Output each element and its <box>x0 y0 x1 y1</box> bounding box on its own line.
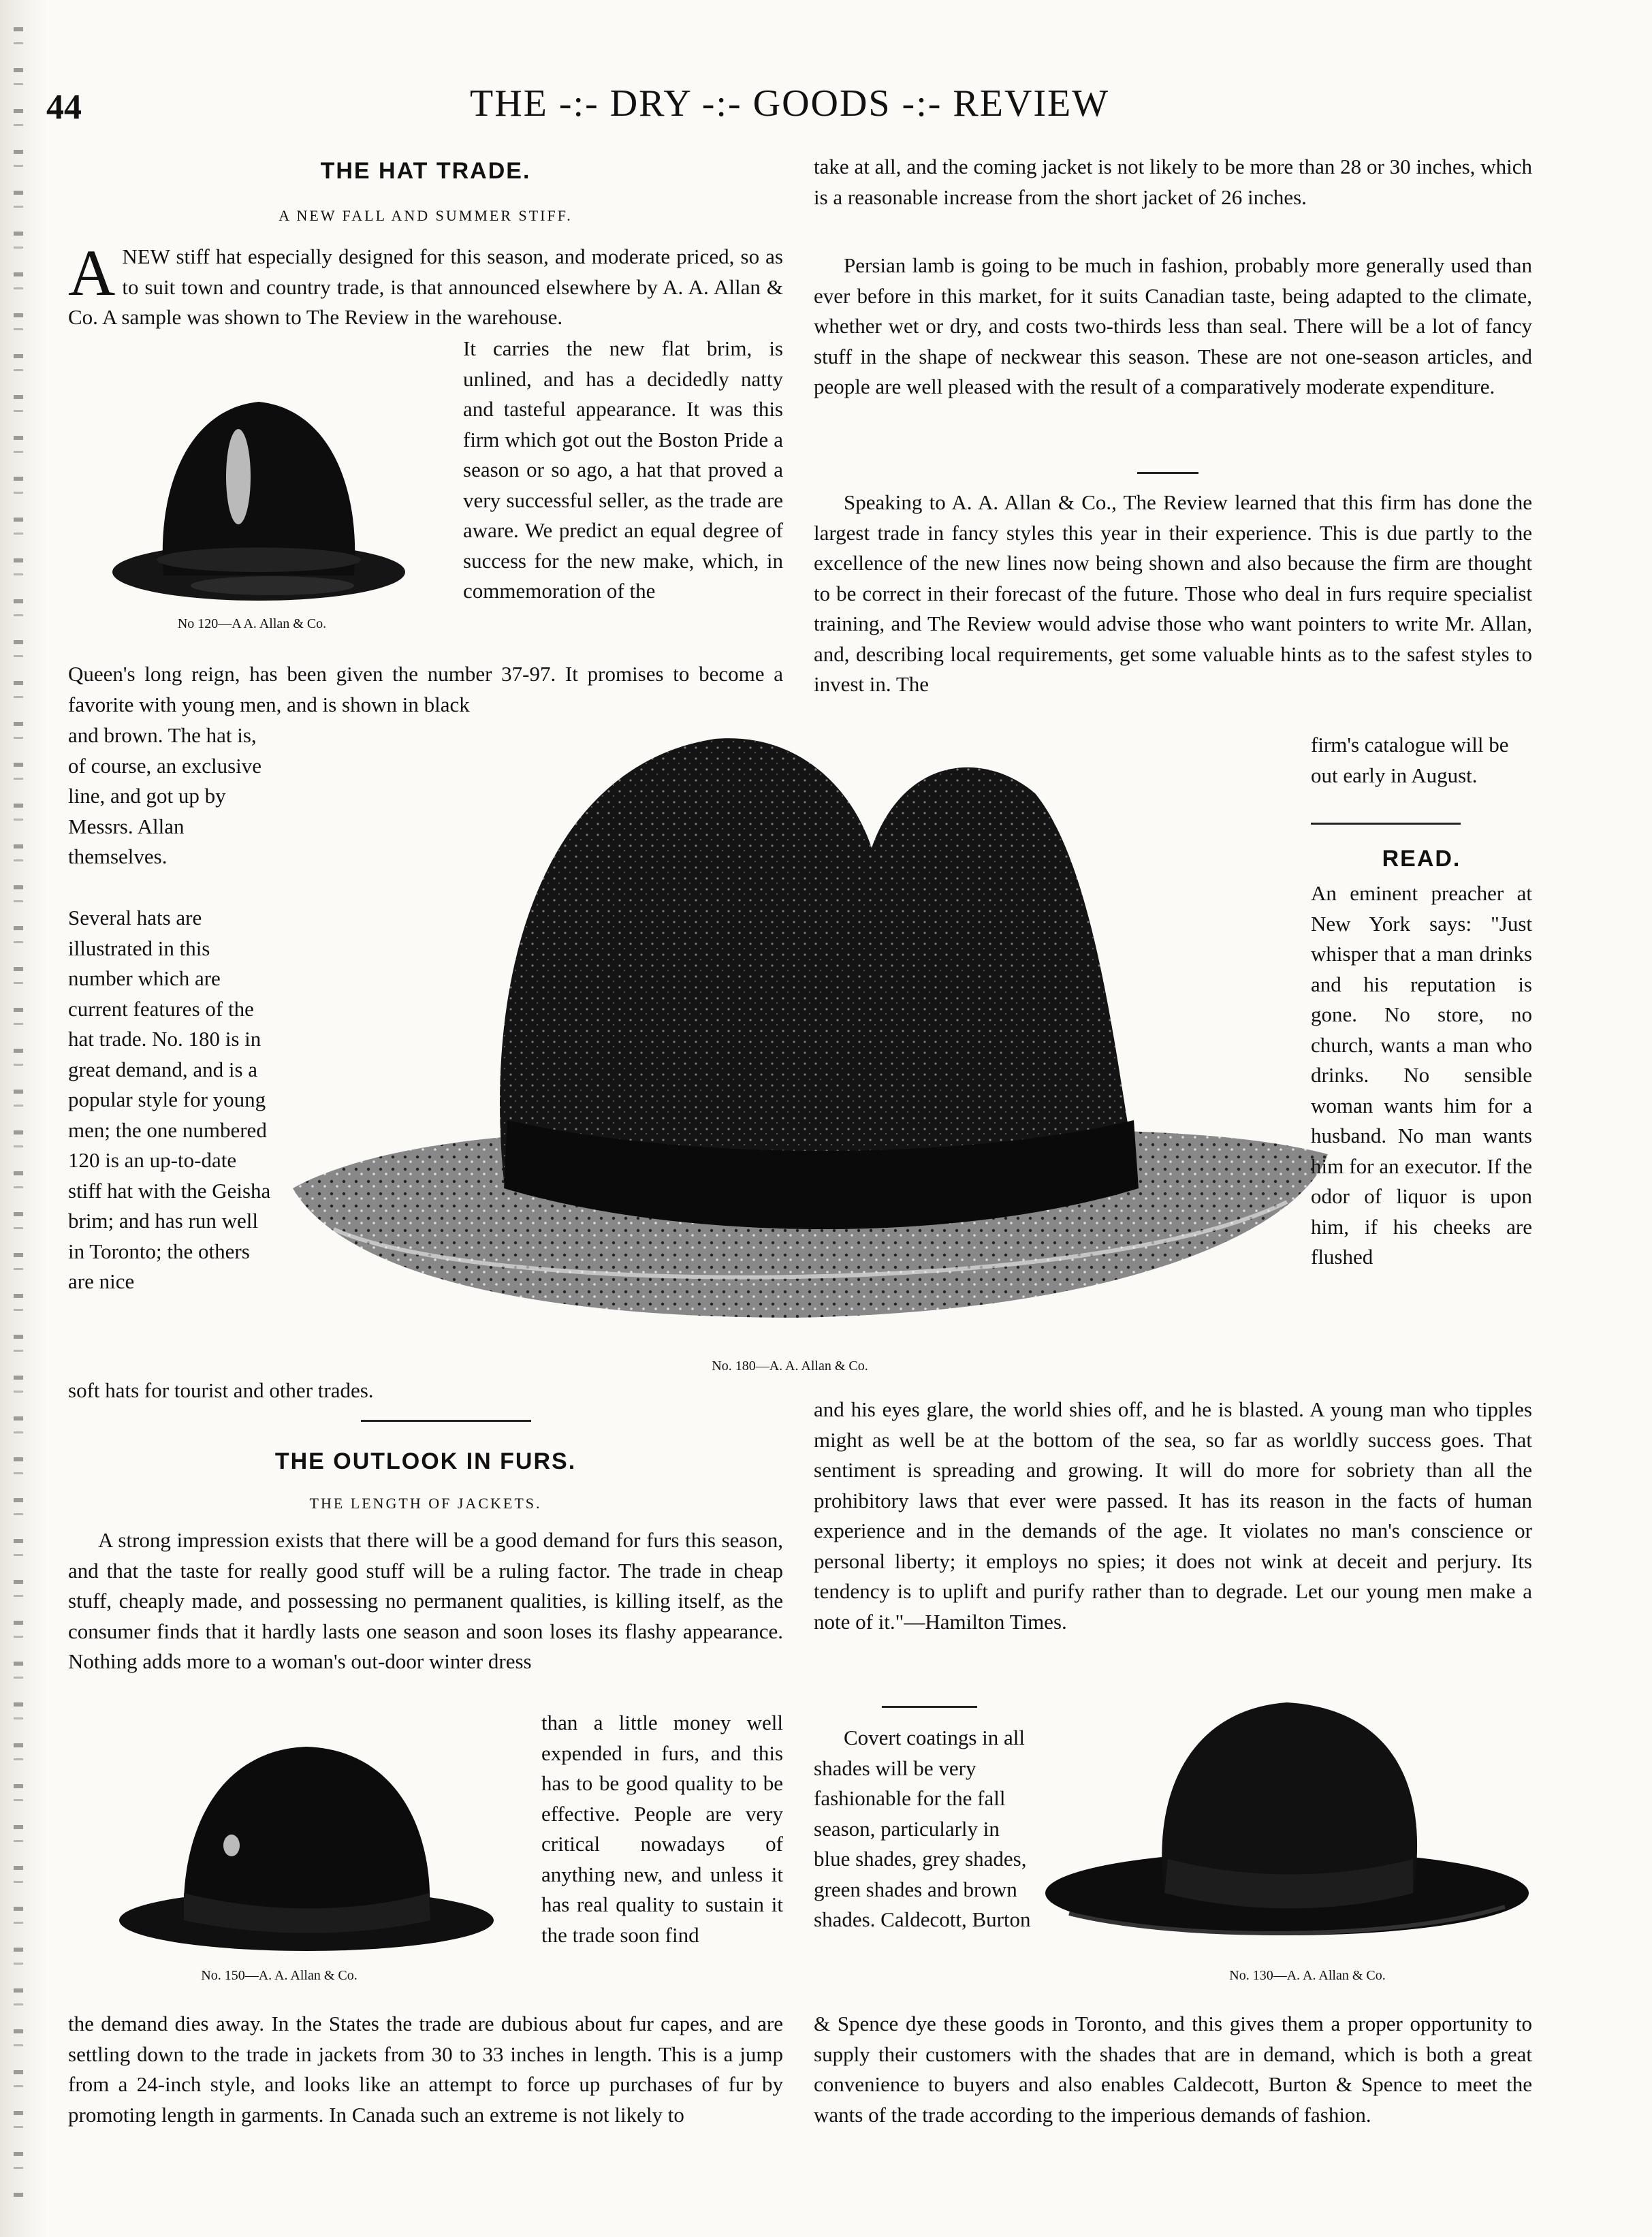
hat-trade-intro <box>68 236 783 333</box>
hat-130-illustration <box>1042 1689 1532 1948</box>
hat-130-caption: No. 130—A. A. Allan & Co. <box>1229 1968 1386 1983</box>
short-divider-3 <box>882 1706 977 1708</box>
masthead-title: THE -:- DRY -:- GOODS -:- REVIEW <box>470 82 1110 125</box>
short-divider-1 <box>1137 472 1198 474</box>
hat-trade-side-column: It carries the new flat brim, is unlined, and has a decidedly natty and tasteful appearance. It was this firm which got out the Boston Pride a season or so ago, a hat that proved a very successful seller, as the trade are aware. We predict an equal degree of success for the new make, which, in commemoration of the <box>463 336 783 603</box>
right-col-para-2: Persian lamb is going to be much in fashion, probably more generally used than ever before in this market, for it suits Canadian taste, being adapted to the climate, whether wet or dry, and costs two-thirds less than seal. There will be a lot of fancy stuff in the shape of neckwear this season. These are not one-season articles, and people are well pleased with the result of a comparatively moderate expenditure. <box>814 253 1532 398</box>
hat-150-caption: No. 150—A. A. Allan & Co. <box>201 1968 358 1983</box>
read-narrow-para: An eminent preacher at New York says: "Just whisper that a man drinks and his reputation is gone. No store, no church, wants a man who drinks. No sensible woman wants him for a husband. No man wants him for an executor. If the odor of liquor is upon him, if his cheeks are flushed <box>1311 881 1532 1269</box>
hat-180-caption: No. 180—A. A. Allan & Co. <box>712 1359 868 1374</box>
hat-120-illustration <box>109 381 409 606</box>
covert-narrow-para: Covert coatings in all shades will be very fashionable for the fall season, particularly in blue shades, grey shades, green shades and brown shades. Caldecott, Burton <box>814 1726 1031 1931</box>
hat-180-illustration <box>279 712 1341 1365</box>
right-col-para-3-end: firm's catalogue will be out early in August. <box>1311 733 1509 787</box>
furs-side-column: than a little money well expended in furs, and this has to be good quality to be effective. People are very critical nowadays of anything new, and unless it has real quality to sustain it the trade soon find <box>541 1711 783 1947</box>
hat-trade-intro-text: NEW stiff hat especially designed for this season, and moderate priced, so as to suit town and country trade, is that announced elsewhere by A. A. Allan & Co. A sample was shown to The Review in the warehouse. <box>68 244 783 329</box>
hat-trade-subheading: A NEW FALL AND SUMMER STIFF. <box>279 207 573 224</box>
section-divider <box>361 1420 531 1422</box>
covert-wide-para: & Spence dye these goods in Toronto, and this gives them a proper opportunity to supply their customers with the shades that are in demand, which is both a great convenience to buyers and also enables Caldecott, Burton & Spence to meet the wants of the trade according to the imperious demands of fashion. <box>814 2012 1532 2127</box>
page-number: 44 <box>46 88 82 127</box>
furs-para-end: the demand dies away. In the States the trade are dubious about fur capes, and are settling down to the trade in jackets from 30 to 33 inches in length. This is a jump from a 24-inch style, and looks like an attempt to force up purchases of fur by promoting length in garments. In Canada such an extreme is not likely to <box>68 2012 783 2127</box>
hat-trade-heading: THE HAT TRADE. <box>320 158 531 184</box>
hat-trade-second-para-end: soft hats for tourist and other trades. <box>68 1378 374 1402</box>
furs-heading: THE OUTLOOK IN FURS. <box>274 1448 577 1474</box>
hat-120-caption: No 120—A A. Allan & Co. <box>177 616 327 631</box>
read-heading: READ. <box>1382 846 1461 872</box>
furs-subheading: THE LENGTH OF JACKETS. <box>309 1495 542 1512</box>
hat-trade-second-para: Several hats are illustrated in this number which are current features of the hat trade. No. 180 is in great demand, and is a popular style for young men; the one numbered 120 is an up-to-date stiff hat with the Geisha brim; and has run well in Toronto; the others are nice <box>68 906 271 1293</box>
drop-cap: A <box>68 236 116 309</box>
right-col-para-1: take at all, and the coming jacket is not likely to be more than 28 or 30 inches, which is a reasonable increase from the short jacket of 26 inches. <box>814 155 1532 209</box>
page-binding-edge <box>0 0 48 2237</box>
hat-trade-narrow-para: and brown. The hat is, of course, an exclusive line, and got up by Messrs. Allan themselves. <box>68 723 262 868</box>
short-divider-2 <box>1311 823 1461 825</box>
read-wide-para: and his eyes glare, the world shies off, and he is blasted. A young man who tipples might as well be at the bottom of the sea, so far as worldly success goes. That sentiment is spreading and growing. It will do more for sobriety than all the prohibitory laws that ever were passed. It has its reason in the facts of human experience and in the demands of the age. It violates no man's conscience or personal liberty; it employs no spies; it does not wink at deceit and perjury. Its tendency is to uplift and purify rather than to degrade. Let our young men make a note of it."—Hamilton Times. <box>814 1397 1532 1634</box>
furs-first-para: A strong impression exists that there will be a good demand for furs this season, and that the taste for really good stuff will be a ruling factor. The trade in cheap stuff, cheaply made, and possessing no permanent qualities, is killing itself, as the consumer finds that it hardly lasts one season and soon loses its flashy appearance. Nothing adds more to a woman's out-door winter dress <box>68 1528 783 1673</box>
hat-trade-full-line: Queen's long reign, has been given the number 37-97. It promises to become a favorite with young men, and is shown in black <box>68 662 783 716</box>
right-col-para-3: Speaking to A. A. Allan & Co., The Review learned that this firm has done the largest trade in fancy styles this year in their experience. This is due partly to the excellence of the new lines now being shown and also because the firm are thought to be correct in their forecast of the future. Those who deal in furs require specialist training, and The Review would advise those who want pointers to write Mr. Allan, and, describing local requirements, get some valuable hints as to the safest styles to invest in. The <box>814 490 1532 696</box>
hat-150-illustration <box>116 1730 497 1961</box>
